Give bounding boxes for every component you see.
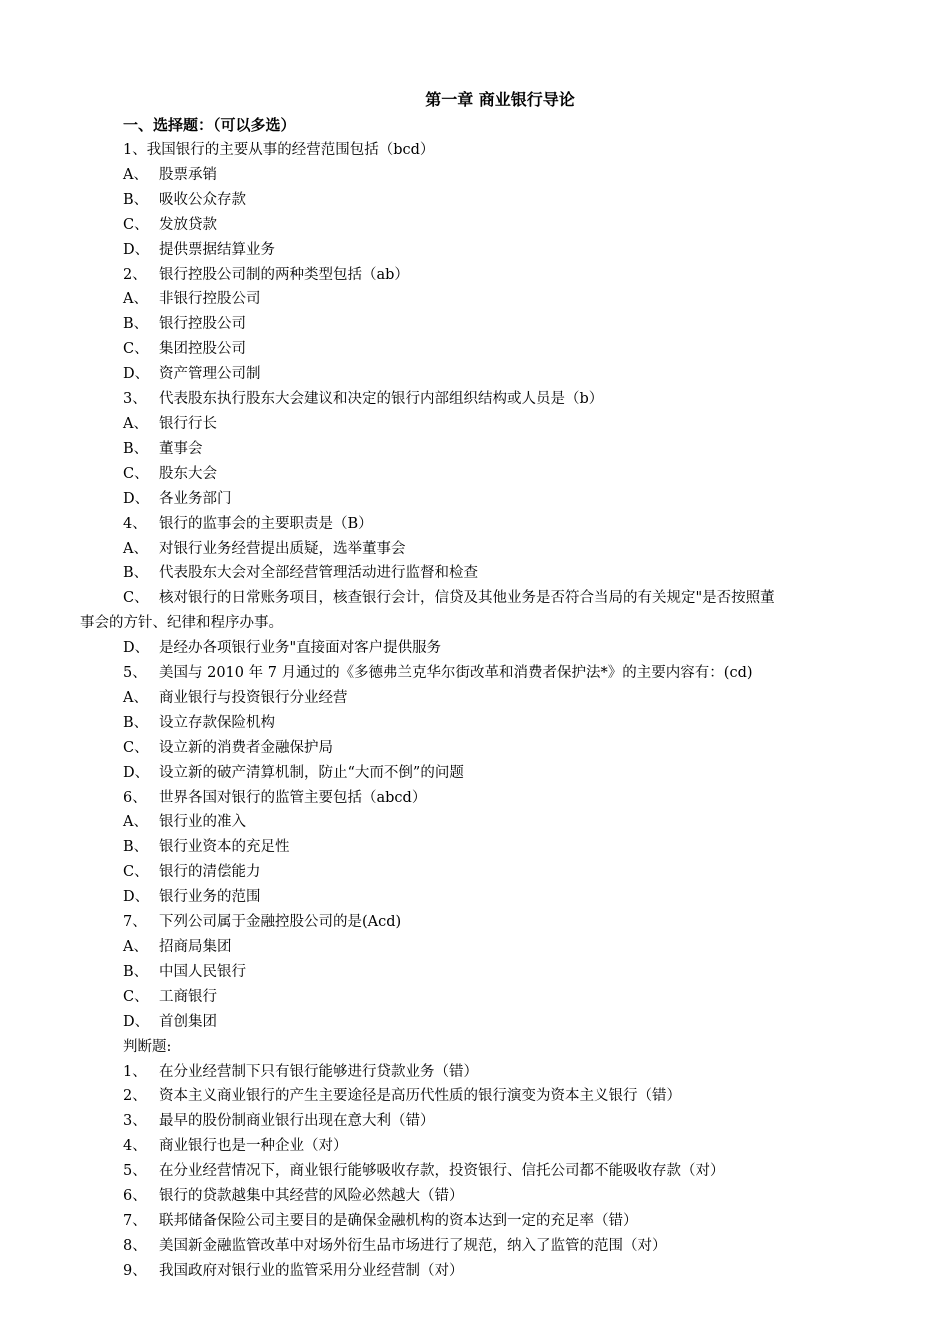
option-letter: B、	[123, 440, 149, 457]
option-letter: B、	[123, 316, 149, 333]
judgment-number: 7、	[123, 1212, 147, 1229]
option-text: 工商银行	[159, 988, 217, 1005]
judgment-item	[0, 1209, 950, 1234]
judgment-text: 在分业经营情况下，商业银行能够吸收存款，投资银行、信托公司都不能吸收存款（对）	[159, 1163, 725, 1180]
option-continuation: 事会的方针、纪律和程序办事。	[80, 615, 283, 632]
option-text: 首创集团	[159, 1013, 217, 1030]
question-text: 美国与 2010 年 7 月通过的《多德弗兰克华尔街改革和消费者保护法*》的主要内容有：(cd)	[159, 665, 753, 682]
question-text: 下列公司属于金融控股公司的是(Acd)	[159, 914, 402, 931]
option-text: 设立新的消费者金融保护局	[159, 739, 333, 756]
option-letter: C、	[123, 216, 149, 233]
option-text: 非银行控股公司	[159, 291, 261, 308]
option-line	[0, 462, 950, 487]
option-line	[0, 835, 950, 860]
option-line	[0, 287, 950, 312]
question-5	[0, 661, 950, 686]
option-text: 银行业资本的充足性	[159, 839, 290, 856]
judgment-number: 2、	[123, 1088, 147, 1105]
option-letter: B、	[123, 191, 149, 208]
question-7	[0, 910, 950, 935]
question-number: 4、	[123, 515, 147, 532]
question-text: 世界各国对银行的监管主要包括（abcd）	[159, 789, 427, 806]
judgment-item	[0, 1084, 950, 1109]
option-letter: B、	[123, 565, 149, 582]
option-letter: A、	[123, 814, 148, 831]
question-number: 7、	[123, 914, 147, 931]
judgment-item	[0, 1109, 950, 1134]
question-text: 银行的监事会的主要职责是（B）	[159, 515, 373, 532]
option-line	[0, 163, 950, 188]
option-text: 是经办各项银行业务"直接面对客户提供服务	[159, 640, 442, 657]
judgment-item	[0, 1234, 950, 1259]
question-number: 2、	[123, 266, 147, 283]
option-letter: D、	[123, 241, 150, 258]
chapter-title: 第一章 商业银行导论	[425, 90, 575, 109]
judgment-number: 6、	[123, 1188, 147, 1205]
option-text: 银行的清偿能力	[159, 864, 261, 881]
option-letter: A、	[123, 291, 148, 308]
option-text: 代表股东大会对全部经营管理活动进行监督和检查	[159, 565, 478, 582]
judgment-item	[0, 1060, 950, 1085]
option-text: 各业务部门	[159, 490, 232, 507]
question-6	[0, 786, 950, 811]
option-letter: D、	[123, 889, 150, 906]
option-letter: B、	[123, 839, 149, 856]
judgment-text: 美国新金融监管改革中对场外衍生品市场进行了规范，纳入了监管的范围（对）	[159, 1237, 667, 1254]
judgment-number: 4、	[123, 1138, 147, 1155]
option-text: 商业银行与投资银行分业经营	[159, 689, 348, 706]
option-text: 银行业务的范围	[159, 889, 261, 906]
option-line	[0, 761, 950, 786]
option-line	[0, 810, 950, 835]
option-text: 发放贷款	[159, 216, 217, 233]
judgment-text: 商业银行也是一种企业（对）	[159, 1138, 348, 1155]
question-1: 1、我国银行的主要从事的经营范围包括（bcd）	[123, 142, 435, 158]
option-letter: C、	[123, 864, 149, 881]
option-line	[0, 561, 950, 586]
question-number: 6、	[123, 789, 147, 806]
option-line	[0, 885, 950, 910]
option-text: 银行行长	[159, 415, 217, 432]
option-text: 董事会	[159, 440, 203, 457]
judgment-number: 1、	[123, 1063, 147, 1080]
option-letter: D、	[123, 1013, 150, 1030]
question-2	[0, 263, 950, 288]
option-text: 设立存款保险机构	[159, 714, 275, 731]
option-line	[0, 860, 950, 885]
option-text: 提供票据结算业务	[159, 241, 275, 258]
judgment-item	[0, 1134, 950, 1159]
option-text: 核对银行的日常账务项目，核查银行会计，信贷及其他业务是否符合当局的有关规定"是否按照董	[159, 590, 775, 607]
option-text: 对银行业务经营提出质疑，选举董事会	[159, 540, 406, 557]
option-letter: C、	[123, 341, 149, 358]
option-line	[0, 1010, 950, 1035]
option-letter: A、	[123, 689, 148, 706]
option-text: 股票承销	[159, 166, 217, 183]
option-letter: D、	[123, 640, 150, 657]
option-text: 银行业的准入	[159, 814, 246, 831]
option-line	[0, 312, 950, 337]
judgment-text: 银行的贷款越集中其经营的风险必然越大（错）	[159, 1188, 464, 1205]
option-text: 设立新的破产清算机制，防止“大而不倒”的问题	[159, 764, 464, 781]
option-line	[0, 960, 950, 985]
option-line	[0, 437, 950, 462]
question-text: 代表股东执行股东大会建议和决定的银行内部组织结构或人员是（b）	[159, 391, 604, 408]
option-letter: A、	[123, 166, 148, 183]
judgment-item	[0, 1159, 950, 1184]
option-line	[0, 188, 950, 213]
option-letter: B、	[123, 963, 149, 980]
option-letter: D、	[123, 490, 150, 507]
option-line	[0, 487, 950, 512]
option-text: 中国人民银行	[159, 963, 246, 980]
option-text: 股东大会	[159, 465, 217, 482]
question-3	[0, 387, 950, 412]
judgment-text: 最早的股份制商业银行出现在意大利（错）	[159, 1113, 435, 1130]
option-line	[0, 238, 950, 263]
question-number: 5、	[123, 665, 147, 682]
option-letter: A、	[123, 939, 148, 955]
option-text: 资产管理公司制	[159, 366, 261, 383]
section-heading-choice: 一、选择题：（可以多选）	[123, 116, 296, 134]
option-text: 招商局集团	[159, 939, 232, 955]
option-letter: C、	[123, 739, 149, 756]
option-line	[0, 985, 950, 1010]
option-line	[0, 362, 950, 387]
judgment-text: 资本主义商业银行的产生主要途径是高历代性质的银行演变为资本主义银行（错）	[159, 1088, 681, 1105]
section-heading-judgment: 判断题:	[123, 1038, 172, 1055]
judgment-number: 3、	[123, 1113, 147, 1130]
option-letter: B、	[123, 714, 149, 731]
judgment-item	[0, 1259, 950, 1284]
question-4	[0, 512, 950, 537]
option-line	[0, 636, 950, 661]
judgment-number: 9、	[123, 1262, 147, 1279]
option-line	[0, 537, 950, 562]
document-body	[0, 138, 950, 1284]
option-line	[0, 412, 950, 437]
question-number: 3、	[123, 391, 147, 408]
judgment-text: 在分业经营制下只有银行能够进行贷款业务（错）	[159, 1063, 478, 1080]
option-line	[0, 213, 950, 238]
question-text: 银行控股公司制的两种类型包括（ab）	[159, 266, 409, 283]
option-letter: D、	[123, 764, 150, 781]
option-line	[0, 586, 950, 611]
option-letter: A、	[123, 540, 148, 557]
option-line	[0, 686, 950, 711]
option-letter: D、	[123, 366, 150, 383]
judgment-number: 5、	[123, 1163, 147, 1180]
judgment-text: 联邦储备保险公司主要目的是确保金融机构的资本达到一定的充足率（错）	[159, 1212, 638, 1229]
option-letter: C、	[123, 590, 149, 607]
option-letter: A、	[123, 415, 148, 432]
judgment-item	[0, 1184, 950, 1209]
option-text: 银行控股公司	[159, 316, 246, 333]
option-line	[0, 711, 950, 736]
option-letter: C、	[123, 465, 149, 482]
option-text: 吸收公众存款	[159, 191, 246, 208]
option-letter: C、	[123, 988, 149, 1005]
judgment-text: 我国政府对银行业的监管采用分业经营制（对）	[159, 1262, 464, 1279]
option-line	[0, 337, 950, 362]
option-text: 集团控股公司	[159, 341, 246, 358]
option-line	[0, 935, 950, 960]
option-line	[0, 736, 950, 761]
judgment-number: 8、	[123, 1237, 147, 1254]
